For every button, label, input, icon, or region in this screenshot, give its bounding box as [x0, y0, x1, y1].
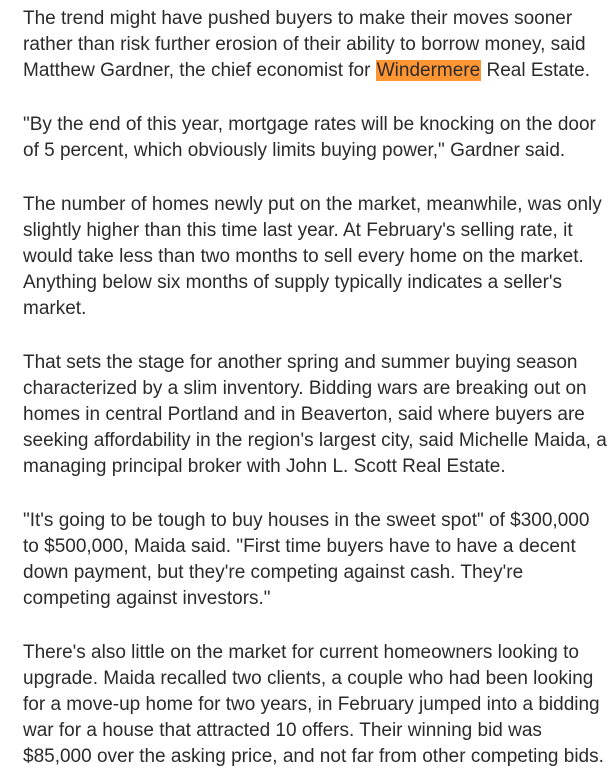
text-line: There's also little on the market for current homeowners looking to — [23, 642, 579, 663]
paragraph-6 — [23, 640, 614, 770]
text-line: war for a house that attracted 10 offers. Their winning bid was — [23, 720, 542, 741]
paragraph-5 — [23, 508, 614, 612]
paragraph-4 — [23, 350, 614, 480]
text-line: $85,000 over the asking price, and not far from other competing bids. — [23, 746, 604, 767]
text-line: slightly higher than this time last year. At February's selling rate, it — [23, 220, 573, 241]
text-line: homes in central Portland and in Beaverton, said where buyers are — [23, 404, 585, 425]
text-line — [23, 58, 614, 84]
text-line: "By the end of this year, mortgage rates will be knocking on the door — [23, 114, 596, 135]
text-line: would take less than two months to sell every home on the market. — [23, 246, 584, 267]
text-line: upgrade. Maida recalled two clients, a couple who had been looking — [23, 668, 594, 689]
text-line: That sets the stage for another spring and summer buying season — [23, 352, 578, 373]
text-line: competing against investors." — [23, 588, 271, 609]
text-line: rather than risk further erosion of their ability to borrow money, said — [23, 34, 586, 55]
text-line: for a move-up home for two years, in February jumped into a bidding — [23, 694, 600, 715]
text-line: "It's going to be tough to buy houses in the sweet spot" of $300,000 — [23, 510, 590, 531]
text-line: The number of homes newly put on the market, meanwhile, was only — [23, 194, 602, 215]
text-line: seeking affordability in the region's largest city, said Michelle Maida, a — [23, 430, 607, 451]
paragraph-1 — [23, 6, 614, 84]
text-line: The trend might have pushed buyers to make their moves sooner — [23, 8, 573, 29]
text-line: down payment, but they're competing against cash. They're — [23, 562, 524, 583]
paragraph-3 — [23, 192, 614, 322]
text-line: managing principal broker with John L. Scott Real Estate. — [23, 456, 506, 477]
text-line: characterized by a slim inventory. Bidding wars are breaking out on — [23, 378, 587, 399]
highlighted-text: Windermere — [376, 60, 481, 81]
text-line: to $500,000, Maida said. "First time buyers have to have a decent — [23, 536, 576, 557]
text-line: Anything below six months of supply typically indicates a seller's — [23, 272, 563, 293]
paragraph-2 — [23, 112, 614, 164]
text-line: of 5 percent, which obviously limits buying power," Gardner said. — [23, 140, 566, 161]
text-line: market. — [23, 298, 87, 319]
text-segment: Real Estate. — [481, 60, 590, 81]
text-segment: Matthew Gardner, the chief economist for — [23, 60, 376, 81]
